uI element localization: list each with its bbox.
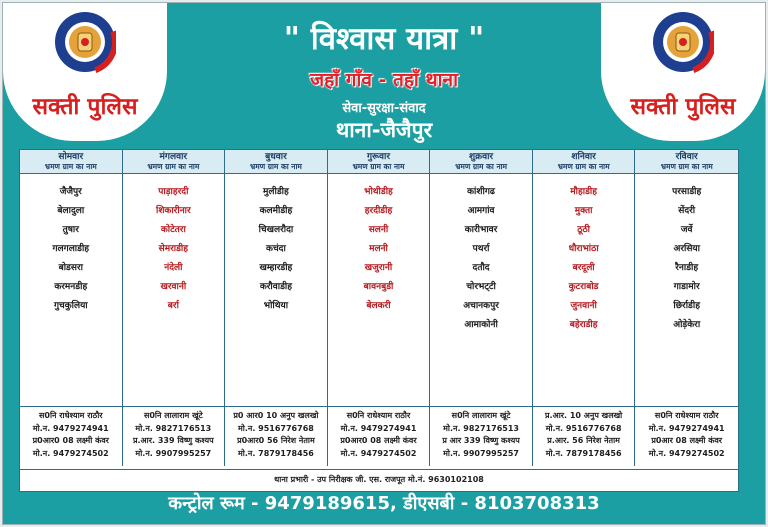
day-name: शुक्रवार	[469, 152, 494, 162]
staff-contact-line: मो.न. 9479274502	[648, 448, 725, 458]
day-subtitle: भ्रमण ग्राम का नाम	[352, 162, 405, 171]
village-name: जैजैपुर	[59, 187, 82, 197]
village-name: गुचकुलिया	[53, 301, 88, 311]
village-list	[430, 174, 532, 335]
village-name: पाड़ाहरदी	[158, 187, 189, 197]
staff-contact	[635, 410, 738, 460]
day-header	[123, 150, 225, 174]
day-subtitle: भ्रमण ग्राम का नाम	[44, 162, 97, 171]
day-subtitle: भ्रमण ग्राम का नाम	[557, 162, 610, 171]
village-name: करौवाडीह	[259, 282, 293, 292]
divider	[635, 406, 738, 407]
village-name: बेलकरी	[366, 301, 391, 311]
logo-right	[601, 3, 765, 141]
village-name: ठूठी	[577, 225, 591, 235]
divider	[328, 406, 430, 407]
village-name: आमाकोनी	[464, 320, 498, 330]
village-name: कलमीडीह	[259, 206, 293, 216]
schedule-table	[19, 149, 739, 492]
police-emblem-icon	[54, 11, 116, 73]
village-list	[533, 174, 635, 335]
staff-contact	[225, 410, 327, 460]
day-subtitle: भ्रमण ग्राम का नाम	[147, 162, 200, 171]
village-name: बरदूली	[572, 263, 595, 273]
staff-contact-line: प्र.आर. 339 विष्णु कश्यप	[132, 436, 214, 445]
day-column	[328, 150, 431, 466]
poster	[2, 2, 766, 525]
page-title: " विश्वास यात्रा "	[283, 21, 485, 57]
logo-left	[3, 3, 167, 141]
day-name: सोमवार	[58, 152, 84, 162]
staff-contact-line: मो.न. 9479274502	[32, 448, 109, 458]
day-header	[20, 150, 122, 174]
staff-contact-line: मो.न. 7879178456	[238, 448, 314, 458]
village-name: जर्वे	[680, 225, 693, 235]
day-column	[225, 150, 328, 466]
village-list	[328, 174, 430, 316]
village-name: नंदेली	[164, 263, 183, 273]
village-name: खजुरानी	[364, 263, 393, 273]
village-name: मुलीडीह	[263, 187, 289, 197]
staff-contact-line: प्र.आर. 56 निरेश नेताम	[547, 436, 620, 445]
staff-contact-line: मो.न. 9479274502	[340, 448, 417, 458]
staff-contact-line: स0नि लालाराम खूंटे	[143, 411, 203, 420]
day-name: रविवार	[675, 152, 698, 162]
day-header	[328, 150, 430, 174]
village-name: बर्रा	[167, 301, 179, 311]
logo-text: सक्ती पुलिस	[630, 94, 736, 120]
village-name: अचानकपुर	[463, 301, 499, 311]
divider	[123, 406, 225, 407]
day-column	[635, 150, 738, 466]
village-name: मुक्ता	[574, 206, 593, 216]
village-name: ओड़ेकेरा	[673, 320, 701, 330]
staff-contact-line: मो.न. 9479274941	[648, 423, 725, 433]
staff-contact-line: स0नि राधेश्याम राठौर	[654, 411, 719, 420]
village-name: सेंदरी	[678, 206, 696, 216]
day-column	[430, 150, 533, 466]
village-name: चिखलरौदा	[258, 225, 294, 235]
village-name: कांशीगढ	[467, 187, 495, 197]
staff-contact-line: मो.न. 9907995257	[135, 448, 212, 458]
village-name: खम्हारडीह	[259, 263, 293, 273]
staff-contact	[328, 410, 430, 460]
subline: सेवा-सुरक्षा-संवाद	[342, 101, 426, 116]
village-name: कारीभावर	[464, 225, 498, 235]
village-name: चोरभट्‌टी	[466, 282, 496, 292]
village-name: परसाडीह	[672, 187, 702, 197]
day-header	[533, 150, 635, 174]
divider	[225, 406, 327, 407]
village-name: मौहाडीह	[570, 187, 597, 197]
village-name: कुटराबोड	[568, 282, 599, 292]
village-name: बेलादुला	[57, 206, 85, 216]
village-name: गलगलाडीह	[52, 244, 90, 254]
divider	[533, 406, 635, 407]
staff-contact-line: मो.न. 9827176513	[135, 423, 212, 433]
staff-contact-line: मो.न. 9479274941	[32, 423, 109, 433]
village-list	[225, 174, 327, 316]
village-name: अरसिया	[673, 244, 700, 254]
day-name: बुधवार	[265, 152, 287, 162]
staff-contact	[533, 410, 635, 460]
day-column	[20, 150, 123, 466]
village-name: भोथिया	[263, 301, 289, 311]
village-name: शिकारीनार	[155, 206, 191, 216]
village-name: छिर्राडीह	[673, 301, 700, 311]
staff-contact-line: प्र0आर0 08 लक्ष्मी कंवर	[32, 436, 109, 445]
staff-contact-line: मो.न. 9907995257	[443, 448, 519, 458]
day-name: मंगलवार	[159, 152, 188, 162]
police-emblem-icon	[652, 11, 714, 73]
village-name: रैनाडीह	[675, 263, 699, 273]
tagline: जहाँ गाँव - तहाँ थाना	[309, 69, 458, 91]
village-name: पथर्रा	[472, 244, 490, 254]
staff-contact-line: प्र.आर. 10 अनुप खलखो	[545, 411, 623, 420]
village-name: दतौद	[472, 263, 490, 273]
logo-text: सक्ती पुलिस	[32, 94, 138, 120]
day-header	[635, 150, 738, 174]
village-name: जुनवानी	[570, 301, 597, 311]
village-list	[635, 174, 738, 335]
staff-contact-line: प्र0आर0 56 निरेश नेताम	[237, 436, 315, 445]
village-name: धौराभांठा	[568, 244, 599, 254]
village-name: तुषार	[62, 225, 79, 235]
staff-contact	[430, 410, 532, 460]
staff-contact	[123, 410, 225, 460]
staff-contact-line: प्र0आर 08 लक्ष्मी कंवर	[651, 436, 723, 445]
village-name: मलनी	[369, 244, 388, 254]
staff-contact-line: प्र0आर0 08 लक्ष्मी कंवर	[340, 436, 417, 445]
day-header	[225, 150, 327, 174]
staff-contact-line: मो.न. 9479274941	[340, 423, 417, 433]
village-name: भोथीडीह	[364, 187, 393, 197]
staff-contact	[20, 410, 122, 460]
staff-contact-line: प्र0 आर0 10 अनुप खलखो	[233, 411, 319, 420]
divider	[430, 406, 532, 407]
staff-contact-line: मो.न. 9516776768	[238, 423, 314, 433]
village-name: सलनी	[368, 225, 389, 235]
village-name: बहेराडीह	[569, 320, 598, 330]
divider	[20, 406, 122, 407]
day-subtitle: भ्रमण ग्राम का नाम	[455, 162, 508, 171]
village-name: करमनडीह	[54, 282, 88, 292]
staff-contact-line: मो.न. 9827176513	[443, 423, 519, 433]
control-room: कन्ट्रोल रूम - 9479189615, डीएसबी - 8103708313	[168, 493, 600, 514]
day-name: गुरूवार	[366, 152, 391, 162]
village-list	[20, 174, 122, 316]
day-subtitle: भ्रमण ग्राम का नाम	[249, 162, 302, 171]
village-list	[123, 174, 225, 316]
day-header	[430, 150, 532, 174]
village-name: बोडसरा	[58, 263, 83, 273]
village-name: बावनबुडी	[363, 282, 394, 292]
staff-contact-line: मो.न. 7879178456	[545, 448, 622, 458]
day-column	[533, 150, 636, 466]
day-subtitle: भ्रमण ग्राम का नाम	[660, 162, 713, 171]
day-name: शनिवार	[571, 152, 596, 162]
village-name: कचंदा	[266, 244, 286, 254]
village-name: सेमराडीह	[158, 244, 189, 254]
village-name: कोटेतरा	[160, 225, 186, 235]
staff-contact-line: स0नि राधेश्याम राठौर	[346, 411, 411, 420]
village-name: गाडामोर	[673, 282, 700, 292]
officer-in-charge: थाना प्रभारी - उप निरीक्षक जी. एस. राजपूत मो.नं. 9630102108	[20, 469, 738, 490]
staff-contact-line: स0नि राधेश्याम राठौर	[39, 411, 103, 420]
village-name: खरवानी	[160, 282, 187, 292]
village-name: हरदीडीह	[364, 206, 393, 216]
station-name: थाना-जैजैपुर	[335, 118, 433, 142]
staff-contact-line: मो.न. 9516776768	[545, 423, 622, 433]
village-name: आमगांव	[467, 206, 495, 216]
staff-contact-line: प्र आर 339 विष्णु कश्यप	[442, 436, 520, 445]
day-column	[123, 150, 226, 466]
staff-contact-line: स0नि लालाराम खूंटे	[451, 411, 511, 420]
